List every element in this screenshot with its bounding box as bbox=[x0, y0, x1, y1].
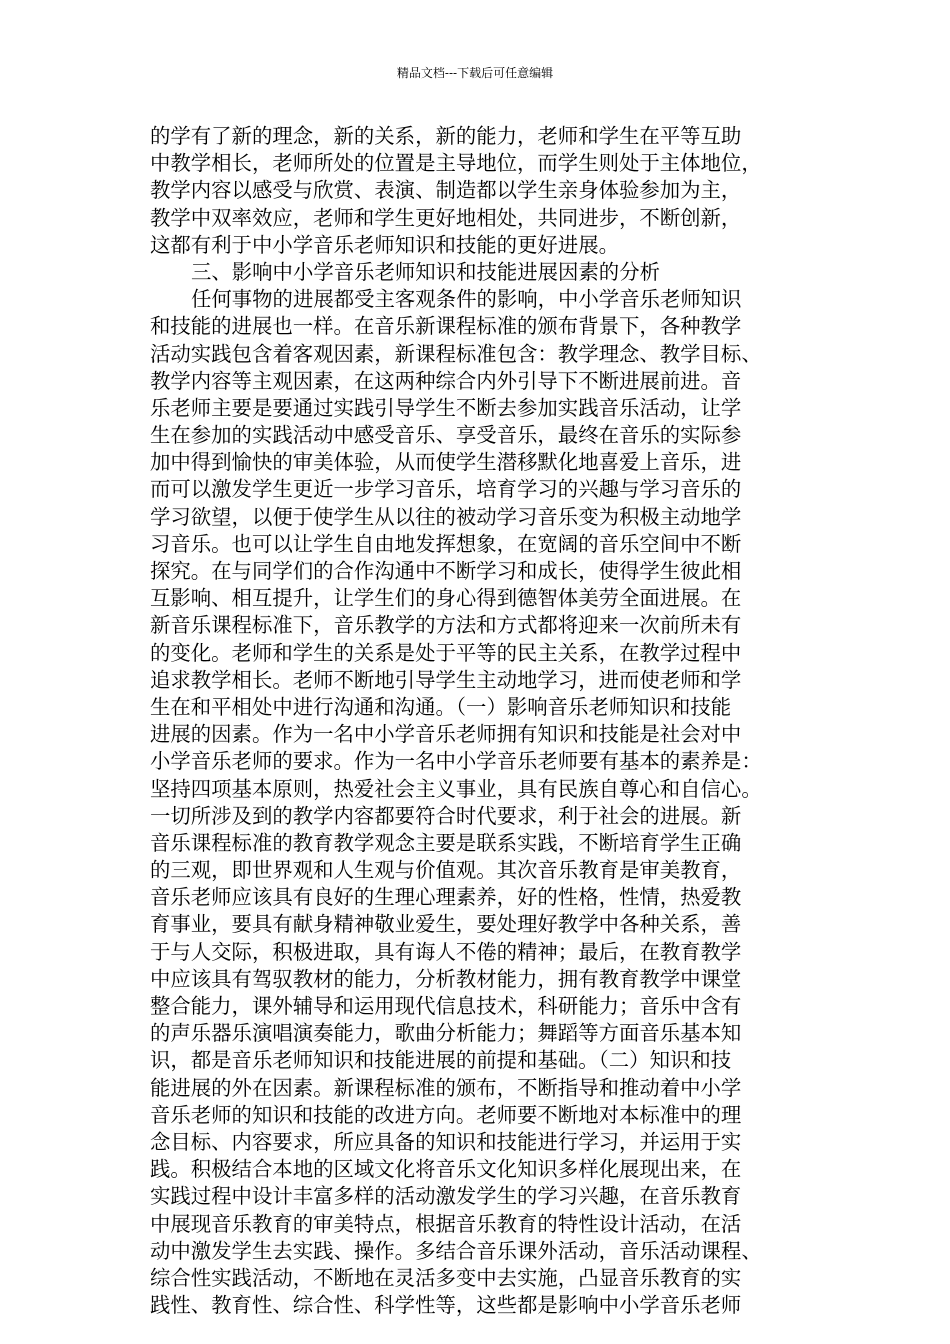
text-line: 育事业，要具有献身精神敬业爱生，要处理好教学中各种关系，善 bbox=[150, 912, 742, 937]
text-line: 加中得到愉快的审美体验，从而使学生潜移默化地喜爱上音乐，进 bbox=[150, 450, 742, 475]
section-heading: 三、影响中小学音乐老师知识和技能进展因素的分析 bbox=[191, 259, 660, 284]
text-line: 教学内容等主观因素，在这两种综合内外引导下不断进展前进。音 bbox=[150, 368, 742, 393]
text-line: 综合性实践活动，不断地在灵活多变中去实施，凸显音乐教育的实 bbox=[150, 1265, 742, 1290]
text-line: 践性、教育性、综合性、科学性等，这些都是影响中小学音乐老师 bbox=[150, 1293, 742, 1318]
text-line: 这都有利于中小学音乐老师知识和技能的更好进展。 bbox=[150, 232, 619, 257]
text-line: 的变化。老师和学生的关系是处于平等的民主关系，在教学过程中 bbox=[150, 640, 742, 665]
text-line: 活动实践包含着客观因素，新课程标准包含：教学理念、教学目标、 bbox=[150, 341, 762, 366]
text-line: 中应该具有驾驭教材的能力，分析教材能力，拥有教育教学中课堂 bbox=[150, 966, 742, 991]
text-line: 学习欲望，以便于使学生从以往的被动学习音乐变为积极主动地学 bbox=[150, 504, 742, 529]
text-line: 探究。在与同学们的合作沟通中不断学习和成长，使得学生彼此相 bbox=[150, 559, 742, 583]
text-line: 教学中双率效应，老师和学生更好地相处，共同进步，不断创新， bbox=[150, 205, 742, 230]
text-line: 进展的因素。作为一名中小学音乐老师拥有知识和技能是社会对中 bbox=[150, 722, 742, 747]
text-line: 生在和平相处中进行沟通和沟通。（一）影响音乐老师知识和技能 bbox=[150, 694, 732, 719]
text-line: 能进展的外在因素。新课程标准的颁布，不断指导和推动着中小学 bbox=[150, 1075, 742, 1100]
page-header: 精品文档---下载后可任意编辑 bbox=[396, 66, 554, 80]
text-line: 教学内容以感受与欣赏、表演、制造都以学生亲身体验参加为主， bbox=[150, 178, 742, 203]
text-line: 中教学相长，老师所处的位置是主导地位，而学生则处于主体地位， bbox=[150, 151, 762, 176]
text-line: 的声乐器乐演唱演奏能力，歌曲分析能力；舞蹈等方面音乐基本知 bbox=[150, 1021, 742, 1046]
text-line: 和技能的进展也一样。在音乐新课程标准的颁布背景下，各种教学 bbox=[150, 314, 742, 339]
text-line: 新音乐课程标准下，音乐教学的方法和方式都将迎来一次前所未有 bbox=[150, 613, 742, 638]
text-line: 念目标、内容要求，所应具备的知识和技能进行学习，并运用于实 bbox=[150, 1129, 742, 1154]
text-line: 践。积极结合本地的区域文化将音乐文化知识多样化展现出来，在 bbox=[150, 1157, 742, 1182]
text-line: 整合能力，课外辅导和运用现代信息技术，科研能力；音乐中含有 bbox=[150, 994, 742, 1018]
text-line: 而可以激发学生更近一步学习音乐，培育学习的兴趣与学习音乐的 bbox=[150, 477, 742, 502]
text-line: 于与人交际，积极进取，具有诲人不倦的精神；最后，在教育教学 bbox=[150, 939, 742, 964]
text-line: 追求教学相长。老师不断地引导学生主动地学习，进而使老师和学 bbox=[150, 667, 742, 692]
text-line: 动中激发学生去实践、操作。多结合音乐课外活动，音乐活动课程、 bbox=[150, 1238, 762, 1263]
document-body bbox=[150, 123, 810, 1319]
text-line: 识，都是音乐老师知识和技能进展的前提和基础。（二）知识和技 bbox=[150, 1048, 732, 1073]
text-line: 中展现音乐教育的审美特点，根据音乐教育的特性设计活动，在活 bbox=[150, 1211, 742, 1236]
text-line: 音乐老师应该具有良好的生理心理素养，好的性格，性情，热爱教 bbox=[150, 885, 742, 910]
text-line: 音乐课程标准的教育教学观念主要是联系实践，不断培育学生正确 bbox=[150, 830, 742, 855]
text-line: 坚持四项基本原则，热爱社会主义事业，具有民族自尊心和自信心。 bbox=[150, 776, 762, 801]
text-line: 任何事物的进展都受主客观条件的影响，中小学音乐老师知识 bbox=[191, 287, 742, 312]
text-line: 互影响、相互提升，让学生们的身心得到德智体美劳全面进展。在 bbox=[150, 586, 742, 611]
text-line: 的学有了新的理念，新的关系，新的能力，老师和学生在平等互助 bbox=[150, 124, 742, 148]
text-line: 习音乐。也可以让学生自由地发挥想象，在宽阔的音乐空间中不断 bbox=[150, 531, 742, 556]
text-line: 实践过程中设计丰富多样的活动激发学生的学习兴趣，在音乐教育 bbox=[150, 1184, 742, 1209]
text-line: 的三观，即世界观和人生观与价值观。其次音乐教育是审美教育， bbox=[150, 858, 742, 883]
text-line: 小学音乐老师的要求。作为一名中小学音乐老师要有基本的素养是： bbox=[150, 749, 762, 774]
text-line: 生在参加的实践活动中感受音乐、享受音乐，最终在音乐的实际参 bbox=[150, 423, 742, 448]
text-line: 一切所涉及到的教学内容都要符合时代要求，利于社会的进展。新 bbox=[150, 803, 742, 828]
text-line: 乐老师主要是要通过实践引导学生不断去参加实践音乐活动，让学 bbox=[150, 395, 742, 420]
text-line: 音乐老师的知识和技能的改进方向。老师要不断地对本标准中的理 bbox=[150, 1102, 742, 1127]
